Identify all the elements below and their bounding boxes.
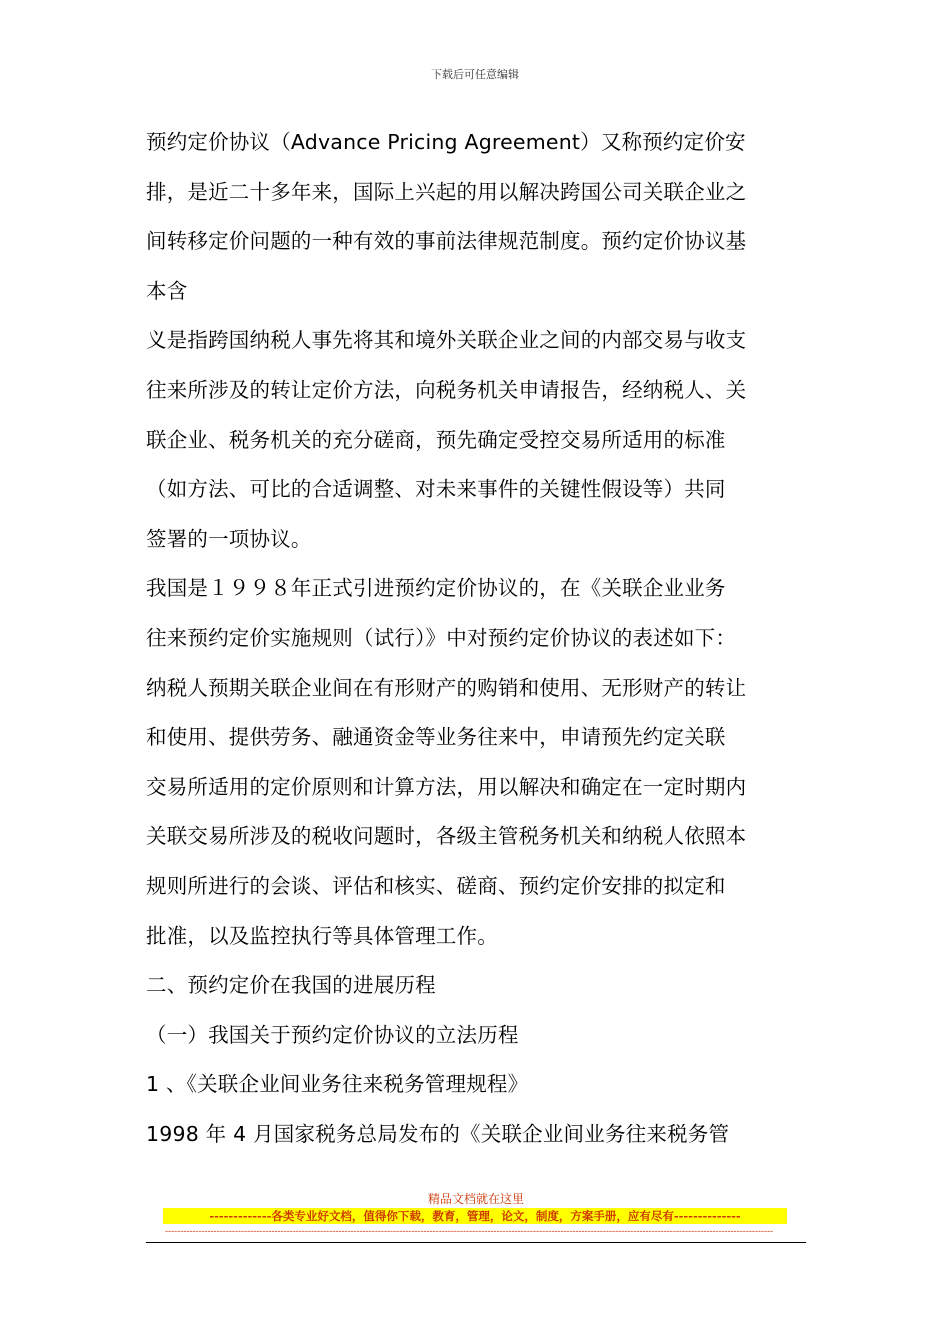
body-line: 本含 — [146, 278, 188, 303]
body-line: 预约定价协议（Advance Pricing Agreement）又称预约定价安 — [146, 130, 746, 154]
page-header-note: 下载后可任意编辑 — [431, 68, 519, 81]
body-line: 往来所涉及的转让定价方法，向税务机关申请报告，经纳税人、关 — [146, 377, 747, 402]
body-line: 义是指跨国纳税人事先将其和境外关联企业之间的内部交易与收支 — [146, 328, 747, 353]
body-line: 间转移定价问题的一种有效的事前法律规范制度。预约定价协议基 — [146, 229, 747, 254]
body-line: 往来预约定价实施规则（试行）》中对预约定价协议的表述如下： — [146, 625, 737, 650]
body-line: 联企业、税务机关的充分磋商，预先确定受控交易所适用的标准 — [146, 427, 726, 452]
body-line: 交易所适用的定价原则和计算方法，用以解决和确定在一定时期内 — [146, 774, 747, 799]
footer-banner: -------------各类专业好文档，值得你下载，教育，管理，论文，制度，方案手册，应有尽有-------------- — [163, 1208, 787, 1224]
body-line: 纳税人预期关联企业间在有形财产的购销和使用、无形财产的转让 — [146, 675, 747, 700]
body-line: 规则所进行的会谈、评估和核实、磋商、预约定价安排的拟定和 — [146, 873, 726, 898]
body-line: （如方法、可比的合适调整、对未来事件的关键性假设等）共同 — [146, 477, 726, 502]
item-heading: 1 、《关联企业间业务往来税务管理规程》 — [146, 1072, 529, 1097]
body-line: 批准，以及监控执行等具体管理工作。 — [146, 923, 498, 948]
body-line: 我国是１９９８年正式引进预约定价协议的，在《关联企业业务 — [146, 576, 726, 601]
body-line: 排，是近二十多年来，国际上兴起的用以解决跨国公司关联企业之 — [146, 179, 747, 204]
document-body — [146, 124, 826, 1165]
subsection-heading: （一）我国关于预约定价协议的立法历程 — [146, 1022, 519, 1047]
footer-dashed-line: -------------------------------------------------------------------------------------------------------------------------------------------------------------------------------------------------------- — [165, 1227, 774, 1237]
body-line: 和使用、提供劳务、融通资金等业务往来中，申请预先约定关联 — [146, 725, 726, 750]
body-line: 关联交易所涉及的税收问题时，各级主管税务机关和纳税人依照本 — [146, 824, 747, 849]
body-line: 签署的一项协议。 — [146, 526, 312, 551]
footer-rule — [146, 1242, 806, 1243]
section-heading: 二、预约定价在我国的进展历程 — [146, 973, 436, 998]
footer-title: 精品文档就在这里 — [427, 1192, 524, 1206]
body-line: 1998 年 4 月国家税务总局发布的《关联企业间业务往来税务管 — [146, 1121, 730, 1146]
